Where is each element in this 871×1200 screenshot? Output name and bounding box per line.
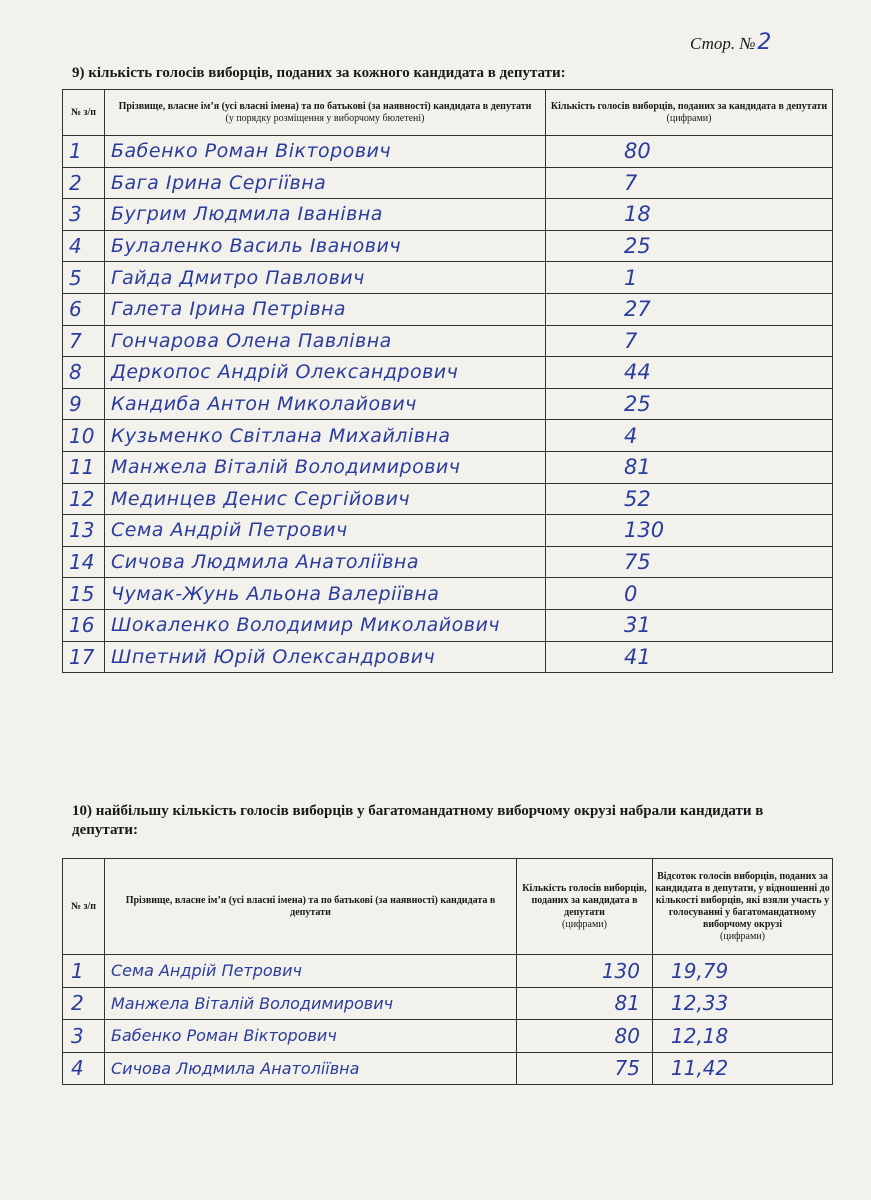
row-number: 4 — [63, 230, 105, 262]
header-name: Прізвище, власне ім’я (усі власні імена) та по батькові (за наявності) кандидата в депутати — [105, 859, 517, 955]
header-percent-text: Відсоток голосів виборців, поданих за кандидата в депутати, у відношенні до кількості виборців, які взяли участь у голосуванні у багатомандатному виборчому окрузі — [655, 870, 830, 930]
candidate-name: Гайда Дмитро Павлович — [105, 262, 546, 294]
row-number: 9 — [63, 388, 105, 420]
table-row — [63, 578, 833, 610]
header-votes — [546, 90, 833, 136]
row-number: 16 — [63, 609, 105, 641]
vote-percent: 11,42 — [653, 1052, 833, 1085]
vote-count: 80 — [517, 1020, 653, 1053]
vote-count: 75 — [546, 546, 833, 578]
row-number: 12 — [63, 483, 105, 515]
vote-count: 81 — [517, 987, 653, 1020]
table-row — [63, 451, 833, 483]
section-10-title: 10) найбільшу кількість голосів виборців у багатомандатному виборчому окрузі набрали кандидати в депутати: — [72, 803, 764, 838]
table-row — [63, 609, 833, 641]
vote-count: 31 — [546, 609, 833, 641]
top-candidates-table — [62, 858, 833, 1085]
row-number: 5 — [63, 262, 105, 294]
table-row — [63, 1052, 833, 1085]
candidate-name: Бабенко Роман Вікторович — [105, 136, 546, 168]
header-percent — [653, 859, 833, 955]
header-votes-note: (цифрами) — [562, 918, 607, 930]
candidate-name: Бага Ірина Сергіївна — [105, 167, 546, 199]
candidate-name: Сичова Людмила Анатоліївна — [105, 1052, 517, 1085]
vote-count: 4 — [546, 420, 833, 452]
header-num: № з/п — [63, 90, 105, 136]
table-row — [63, 357, 833, 389]
vote-count: 0 — [546, 578, 833, 610]
table-row — [63, 546, 833, 578]
candidate-name: Деркопос Андрій Олександрович — [105, 357, 546, 389]
row-number: 2 — [63, 167, 105, 199]
table-row — [63, 199, 833, 231]
row-number: 8 — [63, 357, 105, 389]
row-number: 10 — [63, 420, 105, 452]
vote-count: 44 — [546, 357, 833, 389]
table-row — [63, 420, 833, 452]
candidate-name: Чумак-Жунь Альона Валеріївна — [105, 578, 546, 610]
candidate-name: Булаленко Василь Іванович — [105, 230, 546, 262]
vote-count: 1 — [546, 262, 833, 294]
vote-count: 75 — [517, 1052, 653, 1085]
vote-percent: 19,79 — [653, 955, 833, 988]
table-row — [63, 987, 833, 1020]
table-row — [63, 641, 833, 673]
candidate-name: Сичова Людмила Анатоліївна — [105, 546, 546, 578]
candidate-name: Мединцев Денис Сергійович — [105, 483, 546, 515]
vote-count: 81 — [546, 451, 833, 483]
vote-count: 130 — [546, 515, 833, 547]
table-row — [63, 955, 833, 988]
header-name — [105, 90, 546, 136]
candidate-name: Гончарова Олена Павлівна — [105, 325, 546, 357]
page-number — [690, 30, 771, 55]
candidate-name: Бугрим Людмила Іванівна — [105, 199, 546, 231]
candidate-name: Шокаленко Володимир Миколайович — [105, 609, 546, 641]
table-row — [63, 515, 833, 547]
vote-count: 25 — [546, 388, 833, 420]
row-number: 1 — [63, 136, 105, 168]
header-name-text: Прізвище, власне ім’я (усі власні імена) та по батькові (за наявності) кандидата в депутати — [118, 100, 532, 112]
vote-count: 7 — [546, 167, 833, 199]
vote-count: 52 — [546, 483, 833, 515]
header-votes-text: Кількість голосів виборців, поданих за кандидата в депутати — [550, 100, 828, 112]
candidate-votes-table — [62, 89, 833, 673]
row-number: 7 — [63, 325, 105, 357]
row-number: 6 — [63, 293, 105, 325]
row-number: 14 — [63, 546, 105, 578]
vote-count: 80 — [546, 136, 833, 168]
candidate-name: Галета Ірина Петрівна — [105, 293, 546, 325]
row-number: 2 — [63, 987, 105, 1020]
page-number-label: Стор. № — [690, 34, 756, 53]
row-number: 3 — [63, 199, 105, 231]
vote-percent: 12,33 — [653, 987, 833, 1020]
vote-count: 130 — [517, 955, 653, 988]
header-votes-text: Кількість голосів виборців, поданих за кандидата в депутати — [522, 882, 647, 918]
vote-count: 18 — [546, 199, 833, 231]
candidate-name: Манжела Віталій Володимирович — [105, 451, 546, 483]
row-number: 15 — [63, 578, 105, 610]
section-9-title: 9) кількість голосів виборців, поданих за кожного кандидата в депутати: — [72, 65, 566, 81]
row-number: 1 — [63, 955, 105, 988]
vote-count: 41 — [546, 641, 833, 673]
header-percent-note: (цифрами) — [720, 930, 765, 942]
table-row — [63, 293, 833, 325]
table-row — [63, 167, 833, 199]
candidate-name: Бабенко Роман Вікторович — [105, 1020, 517, 1053]
table-row — [63, 262, 833, 294]
candidate-name: Кузьменко Світлана Михайлівна — [105, 420, 546, 452]
candidate-name: Сема Андрій Петрович — [105, 515, 546, 547]
row-number: 4 — [63, 1052, 105, 1085]
row-number: 3 — [63, 1020, 105, 1053]
row-number: 13 — [63, 515, 105, 547]
vote-count: 27 — [546, 293, 833, 325]
vote-percent: 12,18 — [653, 1020, 833, 1053]
row-number: 11 — [63, 451, 105, 483]
table-row — [63, 136, 833, 168]
vote-count: 25 — [546, 230, 833, 262]
header-votes-note: (цифрами) — [666, 112, 712, 124]
row-number: 17 — [63, 641, 105, 673]
candidate-name: Сема Андрій Петрович — [105, 955, 517, 988]
header-num: № з/п — [63, 859, 105, 955]
table-row — [63, 230, 833, 262]
candidate-name: Шпетний Юрій Олександрович — [105, 641, 546, 673]
page-number-value: 2 — [757, 30, 772, 55]
table-row — [63, 325, 833, 357]
vote-count: 7 — [546, 325, 833, 357]
table-row — [63, 1020, 833, 1053]
candidate-name: Манжела Віталій Володимирович — [105, 987, 517, 1020]
table-row — [63, 388, 833, 420]
header-name-note: (у порядку розміщення у виборчому бюлетені) — [225, 112, 425, 124]
table-row — [63, 483, 833, 515]
header-votes — [517, 859, 653, 955]
candidate-name: Кандиба Антон Миколайович — [105, 388, 546, 420]
